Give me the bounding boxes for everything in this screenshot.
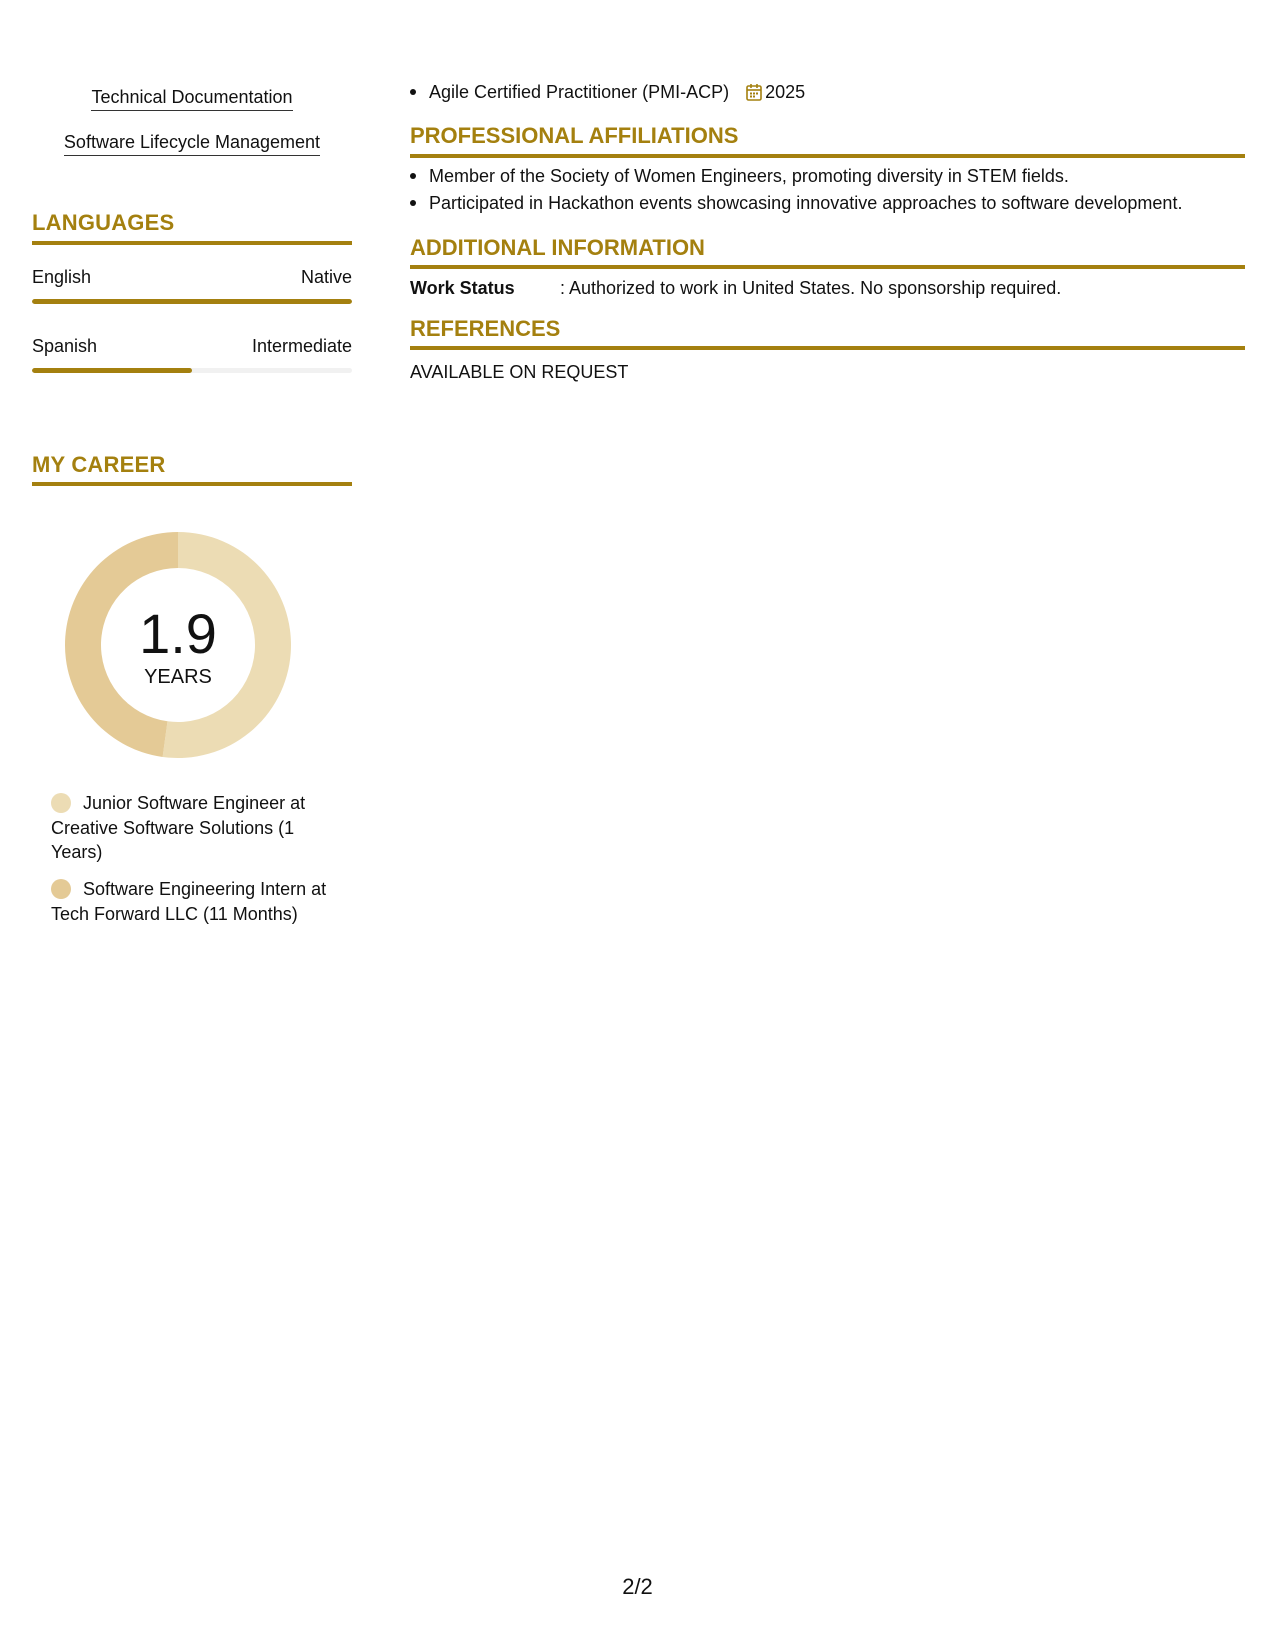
career-legend-item — [51, 877, 331, 926]
affiliations-heading: PROFESSIONAL AFFILIATIONS — [410, 123, 739, 148]
language-level: Intermediate — [251, 336, 352, 356]
legend-label: Software Engineering Intern at Tech Forward LLC (11 Months) — [51, 879, 327, 924]
skill-tag-label: Software Lifecycle Management — [64, 131, 320, 156]
calendar-icon — [746, 83, 762, 107]
page-number: 2/2 — [622, 1574, 653, 1599]
affiliation-item: Member of the Society of Women Engineers, promoting diversity in STEM fields. — [429, 166, 1069, 186]
references-divider — [410, 346, 1245, 350]
work-status-label: Work Status — [410, 278, 515, 298]
affiliation-item: Participated in Hackathon events showcasing innovative approaches to software development. — [429, 193, 1183, 213]
work-status-value: : Authorized to work in United States. No sponsorship required. — [560, 278, 1062, 298]
language-proficiency-fill — [32, 299, 352, 304]
language-proficiency-bar — [32, 368, 352, 373]
career-total-unit: YEARS — [144, 666, 212, 688]
language-proficiency-bar — [32, 299, 352, 304]
language-name: Spanish — [32, 336, 98, 356]
languages-heading: LANGUAGES — [32, 210, 175, 235]
legend-swatch — [51, 879, 71, 899]
language-proficiency-fill — [32, 368, 192, 373]
certification-item — [429, 80, 805, 107]
language-name: English — [32, 267, 92, 287]
additional-info-divider — [410, 265, 1245, 269]
skill-tag-label: Technical Documentation — [91, 86, 292, 111]
references-heading: REFERENCES — [410, 316, 561, 341]
certification-year: 2025 — [765, 82, 806, 102]
skill-tag — [32, 131, 352, 161]
career-total — [65, 532, 291, 758]
additional-info-heading: ADDITIONAL INFORMATION — [410, 235, 705, 260]
skill-tag — [32, 86, 352, 116]
career-divider — [32, 482, 352, 486]
language-level: Native — [300, 267, 352, 287]
career-total-value: 1.9 — [139, 602, 217, 665]
affiliations-divider — [410, 154, 1245, 158]
certification-name: Agile Certified Practitioner (PMI-ACP) — [429, 82, 730, 102]
career-legend-item — [51, 791, 331, 865]
language-row-english — [32, 267, 352, 291]
language-row-spanish — [32, 336, 352, 360]
references-text: AVAILABLE ON REQUEST — [410, 362, 629, 382]
languages-divider — [32, 241, 352, 245]
legend-swatch — [51, 793, 71, 813]
career-heading: MY CAREER — [32, 452, 166, 477]
legend-label: Junior Software Engineer at Creative Software Solutions (1 Years) — [51, 793, 306, 862]
